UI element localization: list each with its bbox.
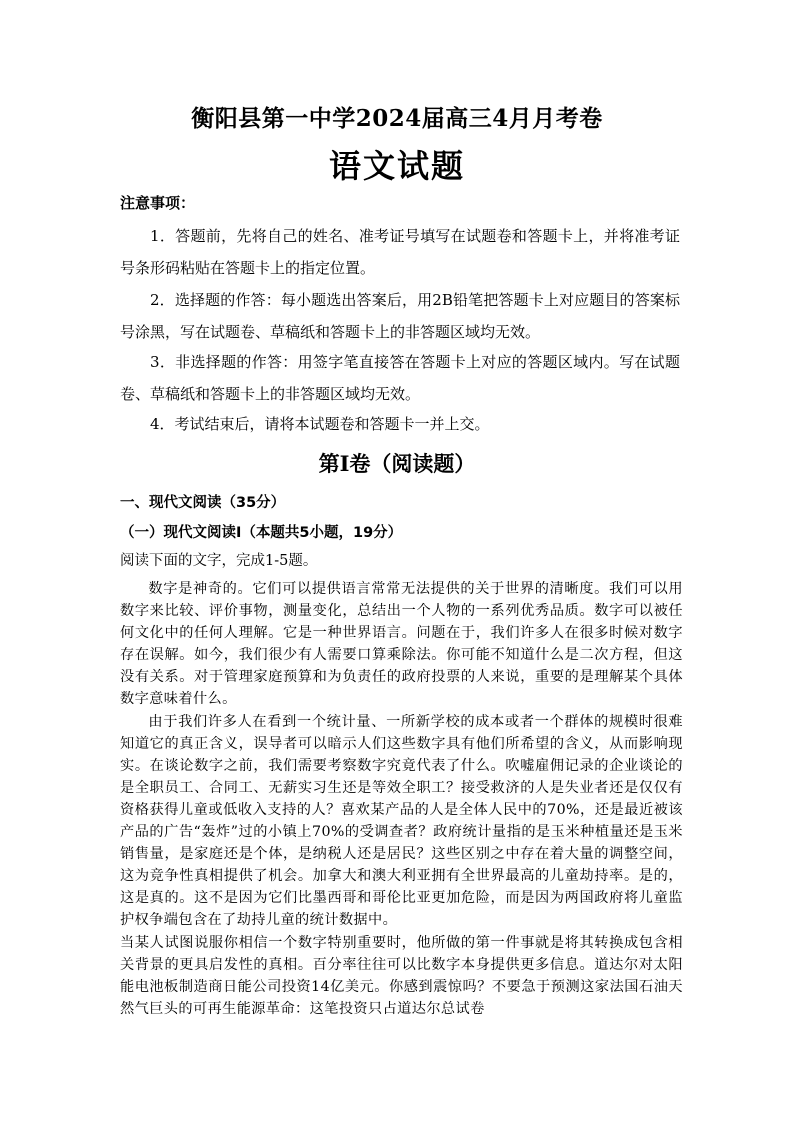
notice-item-text: 4．考试结束后，请将本试题卷和答题卡一并上交。 (150, 415, 490, 433)
notice-heading: 注意事项： (120, 194, 196, 212)
notice-item-text: 3．非选择题的作答：用签字笔直接答在答题卡上对应的答题区域内。写在试题卷、草稿纸和答题卡上的非答题区域均无效。 (120, 353, 680, 403)
passage-paragraph: 数字是神奇的。它们可以提供语言常常无法提供的关于世界的清晰度。我们可以用数字来比较、评价事物，测量变化，总结出一个人物的一系列优秀品质。数字可以被任何文化中的任何人理解。它是一种世界语言。问题在于，我们许多人在很多时候对数字存在误解。如今，我们很少有人需要口算乘除法。你可能不知道什么是二次方程，但这没有关系。对于管理家庭预算和为负责任的政府投票的人来说，重要的是理解某个具体数字意味着什么。 (120, 581, 683, 708)
reading-passage (120, 578, 683, 1020)
reading-instruction: 阅读下面的文字，完成1-5题。 (120, 553, 318, 569)
subject-title: 语文试题 (328, 147, 465, 185)
notice-item-text: 1．答题前，先将自己的姓名、准考证号填写在试题卷和答题卡上，并将准考证号条形码粘贴在答题卡上的指定位置。 (120, 227, 680, 277)
notice-item-text: 2．选择题的作答：每小题选出答案后，用2B铅笔把答题卡上对应题目的答案标号涂黑，写在试题卷、草稿纸和答题卡上的非答题区域均无效。 (120, 291, 680, 341)
notice-item (120, 346, 680, 410)
passage-paragraph: 由于我们许多人在看到一个统计量、一所新学校的成本或者一个群体的规模时很难知道它的真正含义，误导者可以暗示人们这些数字具有他们所希望的含义，从而影响现实。在谈论数字之前，我们需要考察数字究竟代表了什么。吹嘘雇佣记录的企业谈论的是全职员工、合同工、无薪实习生还是等效全职工？接受救济的人是失业者还是仅仅有资格获得儿童或低收入支持的人？喜欢某产品的人是全体人民中的70%，还是最近被该产品的广告“轰炸”过的小镇上70%的受调查者？政府统计量指的是玉米种植量还是玉米销售量，是家庭还是个体，是纳税人还是居民？这些区别之中存在着大量的调整空间，这为竞争性真相提供了机会。加拿大和澳大利亚拥有全世界最高的儿童劫持率。是的，这是真的。这不是因为它们比墨西哥和哥伦比亚更加危险，而是因为两国政府将儿童监护权争端包含在了劫持儿童的统计数据中。 (120, 713, 683, 929)
notice-item (120, 220, 680, 284)
exam-title: 衡阳县第一中学2024届高三4月月考卷 (191, 105, 603, 132)
subsection-heading: （一）现代文阅读Ⅰ（本题共5小题，19分） (120, 525, 403, 541)
section-heading: 一、现代文阅读（35分） (120, 495, 286, 511)
passage-paragraph: 当某人试图说服你相信一个数字特别重要时，他所做的第一件事就是将其转换成包含相关背景的更具启发性的真相。百分率往往可以比数字本身提供更多信息。道达尔对太阳能电池板制造商日能公司投资14亿美元。你感到震惊吗？不要急于预测这家法国石油天然气巨头的可再生能源革命：这笔投资只占道达尔总试卷 (120, 934, 683, 1017)
notice-item (120, 408, 680, 440)
part-title: 第Ⅰ卷（阅读题） (318, 451, 476, 476)
notice-item (120, 284, 680, 348)
